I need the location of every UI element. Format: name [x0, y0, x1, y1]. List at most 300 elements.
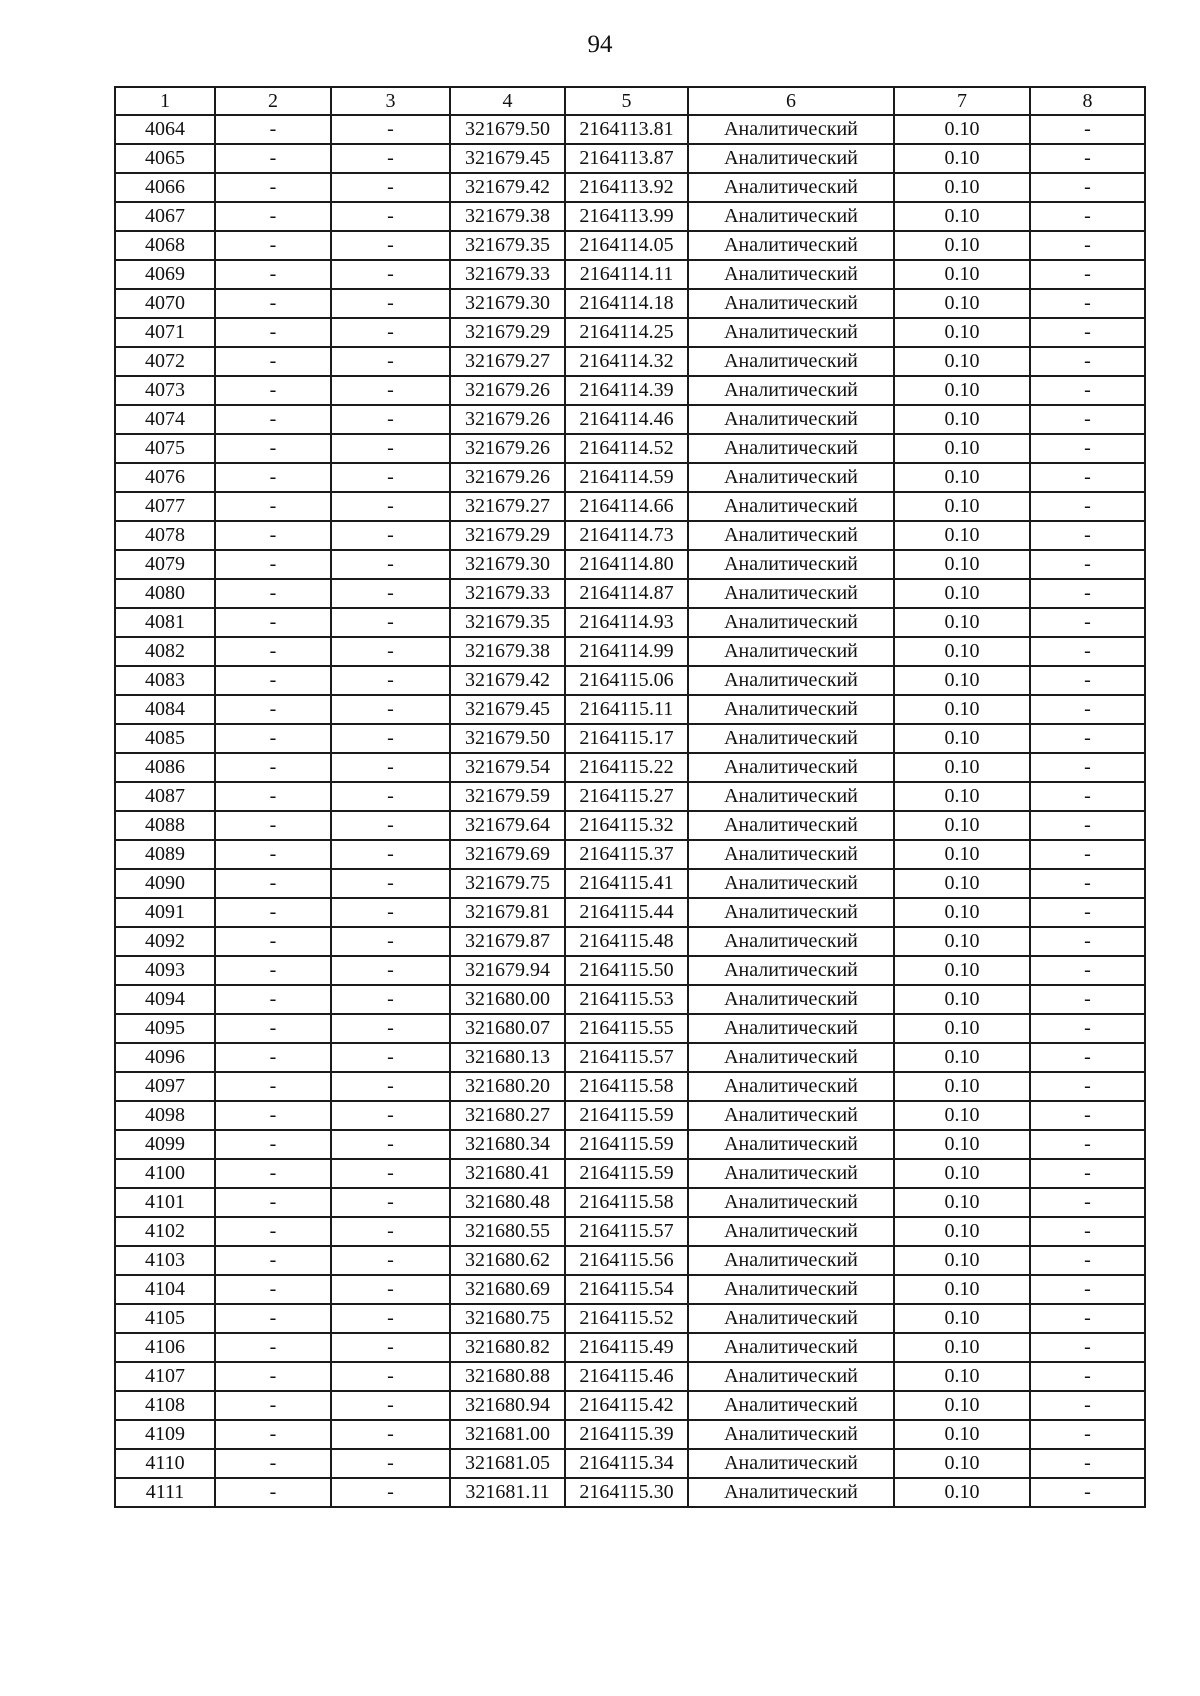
- col-3-cell: -: [331, 724, 450, 753]
- y-coordinate-cell: 2164115.27: [565, 782, 688, 811]
- col-2-cell: -: [215, 1014, 331, 1043]
- x-coordinate-cell: 321680.34: [450, 1130, 565, 1159]
- table-row: [115, 985, 1145, 1014]
- method-cell: Аналитический: [688, 695, 894, 724]
- table-row: [115, 231, 1145, 260]
- point-number-cell: 4106: [115, 1333, 215, 1362]
- accuracy-cell: 0.10: [894, 782, 1030, 811]
- col-8-cell: -: [1030, 405, 1145, 434]
- point-number-cell: 4104: [115, 1275, 215, 1304]
- table-row: [115, 202, 1145, 231]
- x-coordinate-cell: 321680.00: [450, 985, 565, 1014]
- col-8-cell: -: [1030, 289, 1145, 318]
- accuracy-cell: 0.10: [894, 289, 1030, 318]
- table-row: [115, 1188, 1145, 1217]
- accuracy-cell: 0.10: [894, 840, 1030, 869]
- col-3-cell: -: [331, 115, 450, 144]
- col-3-cell: -: [331, 1130, 450, 1159]
- col-2-cell: -: [215, 463, 331, 492]
- y-coordinate-cell: 2164114.39: [565, 376, 688, 405]
- col-3-cell: -: [331, 1304, 450, 1333]
- point-number-cell: 4088: [115, 811, 215, 840]
- method-cell: Аналитический: [688, 637, 894, 666]
- header-col-4: 4: [450, 87, 565, 115]
- header-col-7: 7: [894, 87, 1030, 115]
- x-coordinate-cell: 321679.26: [450, 405, 565, 434]
- accuracy-cell: 0.10: [894, 405, 1030, 434]
- point-number-cell: 4066: [115, 173, 215, 202]
- y-coordinate-cell: 2164115.58: [565, 1072, 688, 1101]
- accuracy-cell: 0.10: [894, 1043, 1030, 1072]
- col-2-cell: -: [215, 753, 331, 782]
- x-coordinate-cell: 321679.26: [450, 434, 565, 463]
- header-col-2: 2: [215, 87, 331, 115]
- method-cell: Аналитический: [688, 463, 894, 492]
- col-8-cell: -: [1030, 260, 1145, 289]
- col-8-cell: -: [1030, 782, 1145, 811]
- col-2-cell: -: [215, 173, 331, 202]
- accuracy-cell: 0.10: [894, 376, 1030, 405]
- table-row: [115, 811, 1145, 840]
- col-3-cell: -: [331, 1420, 450, 1449]
- col-2-cell: -: [215, 434, 331, 463]
- y-coordinate-cell: 2164113.81: [565, 115, 688, 144]
- col-2-cell: -: [215, 405, 331, 434]
- accuracy-cell: 0.10: [894, 753, 1030, 782]
- x-coordinate-cell: 321679.29: [450, 318, 565, 347]
- method-cell: Аналитический: [688, 347, 894, 376]
- y-coordinate-cell: 2164114.52: [565, 434, 688, 463]
- x-coordinate-cell: 321679.94: [450, 956, 565, 985]
- col-2-cell: -: [215, 1217, 331, 1246]
- method-cell: Аналитический: [688, 840, 894, 869]
- header-col-6: 6: [688, 87, 894, 115]
- col-2-cell: -: [215, 1304, 331, 1333]
- col-2-cell: -: [215, 1101, 331, 1130]
- col-2-cell: -: [215, 579, 331, 608]
- table-row: [115, 1072, 1145, 1101]
- method-cell: Аналитический: [688, 1014, 894, 1043]
- accuracy-cell: 0.10: [894, 927, 1030, 956]
- method-cell: Аналитический: [688, 869, 894, 898]
- x-coordinate-cell: 321679.69: [450, 840, 565, 869]
- method-cell: Аналитический: [688, 550, 894, 579]
- y-coordinate-cell: 2164115.59: [565, 1159, 688, 1188]
- y-coordinate-cell: 2164115.59: [565, 1101, 688, 1130]
- col-2-cell: -: [215, 782, 331, 811]
- table-row: [115, 869, 1145, 898]
- method-cell: Аналитический: [688, 173, 894, 202]
- col-2-cell: -: [215, 1275, 331, 1304]
- x-coordinate-cell: 321679.81: [450, 898, 565, 927]
- col-2-cell: -: [215, 1449, 331, 1478]
- point-number-cell: 4092: [115, 927, 215, 956]
- col-3-cell: -: [331, 956, 450, 985]
- point-number-cell: 4094: [115, 985, 215, 1014]
- col-2-cell: -: [215, 1043, 331, 1072]
- method-cell: Аналитический: [688, 521, 894, 550]
- point-number-cell: 4105: [115, 1304, 215, 1333]
- accuracy-cell: 0.10: [894, 637, 1030, 666]
- x-coordinate-cell: 321679.50: [450, 724, 565, 753]
- point-number-cell: 4101: [115, 1188, 215, 1217]
- x-coordinate-cell: 321681.00: [450, 1420, 565, 1449]
- accuracy-cell: 0.10: [894, 1246, 1030, 1275]
- col-8-cell: -: [1030, 1188, 1145, 1217]
- col-3-cell: -: [331, 434, 450, 463]
- accuracy-cell: 0.10: [894, 115, 1030, 144]
- x-coordinate-cell: 321679.33: [450, 260, 565, 289]
- y-coordinate-cell: 2164115.59: [565, 1130, 688, 1159]
- y-coordinate-cell: 2164114.73: [565, 521, 688, 550]
- y-coordinate-cell: 2164115.17: [565, 724, 688, 753]
- col-8-cell: -: [1030, 231, 1145, 260]
- accuracy-cell: 0.10: [894, 521, 1030, 550]
- col-8-cell: -: [1030, 318, 1145, 347]
- x-coordinate-cell: 321679.50: [450, 115, 565, 144]
- col-3-cell: -: [331, 869, 450, 898]
- col-3-cell: -: [331, 666, 450, 695]
- accuracy-cell: 0.10: [894, 608, 1030, 637]
- accuracy-cell: 0.10: [894, 260, 1030, 289]
- point-number-cell: 4087: [115, 782, 215, 811]
- col-8-cell: -: [1030, 1159, 1145, 1188]
- table-row: [115, 144, 1145, 173]
- y-coordinate-cell: 2164114.87: [565, 579, 688, 608]
- x-coordinate-cell: 321679.27: [450, 492, 565, 521]
- col-8-cell: -: [1030, 869, 1145, 898]
- col-2-cell: -: [215, 869, 331, 898]
- point-number-cell: 4077: [115, 492, 215, 521]
- y-coordinate-cell: 2164115.44: [565, 898, 688, 927]
- method-cell: Аналитический: [688, 492, 894, 521]
- col-2-cell: -: [215, 985, 331, 1014]
- col-3-cell: -: [331, 840, 450, 869]
- method-cell: Аналитический: [688, 1391, 894, 1420]
- col-2-cell: -: [215, 1391, 331, 1420]
- y-coordinate-cell: 2164115.41: [565, 869, 688, 898]
- table-row: [115, 1217, 1145, 1246]
- x-coordinate-cell: 321679.45: [450, 695, 565, 724]
- point-number-cell: 4108: [115, 1391, 215, 1420]
- col-8-cell: -: [1030, 1275, 1145, 1304]
- col-8-cell: -: [1030, 347, 1145, 376]
- accuracy-cell: 0.10: [894, 1130, 1030, 1159]
- col-8-cell: -: [1030, 840, 1145, 869]
- col-3-cell: -: [331, 1478, 450, 1507]
- col-2-cell: -: [215, 1420, 331, 1449]
- col-2-cell: -: [215, 318, 331, 347]
- col-8-cell: -: [1030, 144, 1145, 173]
- method-cell: Аналитический: [688, 1420, 894, 1449]
- accuracy-cell: 0.10: [894, 1333, 1030, 1362]
- method-cell: Аналитический: [688, 579, 894, 608]
- y-coordinate-cell: 2164114.25: [565, 318, 688, 347]
- y-coordinate-cell: 2164115.06: [565, 666, 688, 695]
- y-coordinate-cell: 2164115.49: [565, 1333, 688, 1362]
- accuracy-cell: 0.10: [894, 898, 1030, 927]
- table-row: [115, 1159, 1145, 1188]
- col-3-cell: -: [331, 405, 450, 434]
- col-8-cell: -: [1030, 1362, 1145, 1391]
- col-8-cell: -: [1030, 985, 1145, 1014]
- point-number-cell: 4075: [115, 434, 215, 463]
- table-row: [115, 434, 1145, 463]
- x-coordinate-cell: 321679.26: [450, 376, 565, 405]
- col-3-cell: -: [331, 376, 450, 405]
- col-8-cell: -: [1030, 521, 1145, 550]
- col-8-cell: -: [1030, 927, 1145, 956]
- col-8-cell: -: [1030, 956, 1145, 985]
- point-number-cell: 4084: [115, 695, 215, 724]
- point-number-cell: 4111: [115, 1478, 215, 1507]
- col-8-cell: -: [1030, 811, 1145, 840]
- table-row: [115, 666, 1145, 695]
- table-row: [115, 1275, 1145, 1304]
- table-row: [115, 1246, 1145, 1275]
- col-3-cell: -: [331, 173, 450, 202]
- y-coordinate-cell: 2164114.18: [565, 289, 688, 318]
- col-3-cell: -: [331, 289, 450, 318]
- point-number-cell: 4068: [115, 231, 215, 260]
- col-3-cell: -: [331, 1391, 450, 1420]
- col-8-cell: -: [1030, 463, 1145, 492]
- col-8-cell: -: [1030, 202, 1145, 231]
- accuracy-cell: 0.10: [894, 1391, 1030, 1420]
- y-coordinate-cell: 2164115.11: [565, 695, 688, 724]
- method-cell: Аналитический: [688, 376, 894, 405]
- accuracy-cell: 0.10: [894, 579, 1030, 608]
- col-3-cell: -: [331, 463, 450, 492]
- y-coordinate-cell: 2164114.46: [565, 405, 688, 434]
- col-3-cell: -: [331, 695, 450, 724]
- col-3-cell: -: [331, 1333, 450, 1362]
- col-2-cell: -: [215, 202, 331, 231]
- x-coordinate-cell: 321680.88: [450, 1362, 565, 1391]
- point-number-cell: 4070: [115, 289, 215, 318]
- col-2-cell: -: [215, 231, 331, 260]
- method-cell: Аналитический: [688, 231, 894, 260]
- accuracy-cell: 0.10: [894, 1217, 1030, 1246]
- col-2-cell: -: [215, 724, 331, 753]
- x-coordinate-cell: 321680.55: [450, 1217, 565, 1246]
- point-number-cell: 4097: [115, 1072, 215, 1101]
- accuracy-cell: 0.10: [894, 869, 1030, 898]
- col-2-cell: -: [215, 898, 331, 927]
- x-coordinate-cell: 321681.11: [450, 1478, 565, 1507]
- x-coordinate-cell: 321680.62: [450, 1246, 565, 1275]
- y-coordinate-cell: 2164114.05: [565, 231, 688, 260]
- accuracy-cell: 0.10: [894, 347, 1030, 376]
- table-row: [115, 956, 1145, 985]
- col-3-cell: -: [331, 637, 450, 666]
- x-coordinate-cell: 321679.45: [450, 144, 565, 173]
- col-8-cell: -: [1030, 1333, 1145, 1362]
- table-row: [115, 115, 1145, 144]
- accuracy-cell: 0.10: [894, 666, 1030, 695]
- method-cell: Аналитический: [688, 434, 894, 463]
- y-coordinate-cell: 2164115.46: [565, 1362, 688, 1391]
- col-3-cell: -: [331, 1246, 450, 1275]
- table-row: [115, 1420, 1145, 1449]
- point-number-cell: 4064: [115, 115, 215, 144]
- col-2-cell: -: [215, 347, 331, 376]
- col-8-cell: -: [1030, 1449, 1145, 1478]
- table-row: [115, 608, 1145, 637]
- col-3-cell: -: [331, 782, 450, 811]
- accuracy-cell: 0.10: [894, 724, 1030, 753]
- table-row: [115, 1449, 1145, 1478]
- col-8-cell: -: [1030, 1014, 1145, 1043]
- col-3-cell: -: [331, 492, 450, 521]
- col-8-cell: -: [1030, 173, 1145, 202]
- method-cell: Аналитический: [688, 289, 894, 318]
- point-number-cell: 4076: [115, 463, 215, 492]
- table-header-row: [115, 87, 1145, 115]
- y-coordinate-cell: 2164113.99: [565, 202, 688, 231]
- col-2-cell: -: [215, 260, 331, 289]
- point-number-cell: 4095: [115, 1014, 215, 1043]
- table-row: [115, 1043, 1145, 1072]
- point-number-cell: 4093: [115, 956, 215, 985]
- col-8-cell: -: [1030, 666, 1145, 695]
- accuracy-cell: 0.10: [894, 492, 1030, 521]
- x-coordinate-cell: 321679.26: [450, 463, 565, 492]
- method-cell: Аналитический: [688, 1362, 894, 1391]
- x-coordinate-cell: 321679.29: [450, 521, 565, 550]
- method-cell: Аналитический: [688, 666, 894, 695]
- col-2-cell: -: [215, 1478, 331, 1507]
- col-2-cell: -: [215, 1072, 331, 1101]
- table-row: [115, 1130, 1145, 1159]
- x-coordinate-cell: 321680.82: [450, 1333, 565, 1362]
- accuracy-cell: 0.10: [894, 811, 1030, 840]
- point-number-cell: 4096: [115, 1043, 215, 1072]
- point-number-cell: 4083: [115, 666, 215, 695]
- col-8-cell: -: [1030, 1072, 1145, 1101]
- col-8-cell: -: [1030, 1391, 1145, 1420]
- accuracy-cell: 0.10: [894, 1188, 1030, 1217]
- accuracy-cell: 0.10: [894, 550, 1030, 579]
- point-number-cell: 4073: [115, 376, 215, 405]
- table-row: [115, 492, 1145, 521]
- header-col-5: 5: [565, 87, 688, 115]
- table-row: [115, 521, 1145, 550]
- x-coordinate-cell: 321679.35: [450, 608, 565, 637]
- x-coordinate-cell: 321679.54: [450, 753, 565, 782]
- method-cell: Аналитический: [688, 898, 894, 927]
- table-row: [115, 260, 1145, 289]
- y-coordinate-cell: 2164115.56: [565, 1246, 688, 1275]
- x-coordinate-cell: 321679.64: [450, 811, 565, 840]
- col-8-cell: -: [1030, 1304, 1145, 1333]
- col-3-cell: -: [331, 1072, 450, 1101]
- col-8-cell: -: [1030, 434, 1145, 463]
- col-8-cell: -: [1030, 724, 1145, 753]
- col-8-cell: -: [1030, 1043, 1145, 1072]
- point-number-cell: 4086: [115, 753, 215, 782]
- y-coordinate-cell: 2164115.52: [565, 1304, 688, 1333]
- y-coordinate-cell: 2164114.93: [565, 608, 688, 637]
- x-coordinate-cell: 321679.42: [450, 666, 565, 695]
- table-row: [115, 347, 1145, 376]
- accuracy-cell: 0.10: [894, 231, 1030, 260]
- point-number-cell: 4065: [115, 144, 215, 173]
- accuracy-cell: 0.10: [894, 202, 1030, 231]
- table-row: [115, 1014, 1145, 1043]
- x-coordinate-cell: 321679.35: [450, 231, 565, 260]
- table-row: [115, 927, 1145, 956]
- table-row: [115, 753, 1145, 782]
- method-cell: Аналитический: [688, 1333, 894, 1362]
- y-coordinate-cell: 2164115.32: [565, 811, 688, 840]
- table-row: [115, 782, 1145, 811]
- col-2-cell: -: [215, 811, 331, 840]
- method-cell: Аналитический: [688, 1043, 894, 1072]
- point-number-cell: 4082: [115, 637, 215, 666]
- point-number-cell: 4072: [115, 347, 215, 376]
- method-cell: Аналитический: [688, 1304, 894, 1333]
- x-coordinate-cell: 321680.07: [450, 1014, 565, 1043]
- table-row: [115, 695, 1145, 724]
- point-number-cell: 4110: [115, 1449, 215, 1478]
- x-coordinate-cell: 321679.30: [450, 289, 565, 318]
- y-coordinate-cell: 2164115.22: [565, 753, 688, 782]
- table-row: [115, 289, 1145, 318]
- col-2-cell: -: [215, 521, 331, 550]
- point-number-cell: 4080: [115, 579, 215, 608]
- col-8-cell: -: [1030, 898, 1145, 927]
- point-number-cell: 4069: [115, 260, 215, 289]
- col-3-cell: -: [331, 1159, 450, 1188]
- col-8-cell: -: [1030, 1246, 1145, 1275]
- col-3-cell: -: [331, 927, 450, 956]
- y-coordinate-cell: 2164114.99: [565, 637, 688, 666]
- x-coordinate-cell: 321679.30: [450, 550, 565, 579]
- col-2-cell: -: [215, 144, 331, 173]
- col-3-cell: -: [331, 811, 450, 840]
- method-cell: Аналитический: [688, 1130, 894, 1159]
- method-cell: Аналитический: [688, 1246, 894, 1275]
- col-2-cell: -: [215, 666, 331, 695]
- x-coordinate-cell: 321680.94: [450, 1391, 565, 1420]
- table-row: [115, 840, 1145, 869]
- y-coordinate-cell: 2164115.39: [565, 1420, 688, 1449]
- accuracy-cell: 0.10: [894, 173, 1030, 202]
- col-3-cell: -: [331, 1101, 450, 1130]
- col-3-cell: -: [331, 1449, 450, 1478]
- point-number-cell: 4091: [115, 898, 215, 927]
- y-coordinate-cell: 2164114.66: [565, 492, 688, 521]
- point-number-cell: 4074: [115, 405, 215, 434]
- y-coordinate-cell: 2164115.57: [565, 1043, 688, 1072]
- accuracy-cell: 0.10: [894, 1362, 1030, 1391]
- accuracy-cell: 0.10: [894, 1072, 1030, 1101]
- col-3-cell: -: [331, 1217, 450, 1246]
- x-coordinate-cell: 321679.38: [450, 637, 565, 666]
- accuracy-cell: 0.10: [894, 1275, 1030, 1304]
- method-cell: Аналитический: [688, 782, 894, 811]
- col-3-cell: -: [331, 550, 450, 579]
- accuracy-cell: 0.10: [894, 1449, 1030, 1478]
- col-8-cell: -: [1030, 1130, 1145, 1159]
- method-cell: Аналитический: [688, 144, 894, 173]
- point-number-cell: 4099: [115, 1130, 215, 1159]
- point-number-cell: 4085: [115, 724, 215, 753]
- y-coordinate-cell: 2164114.32: [565, 347, 688, 376]
- point-number-cell: 4089: [115, 840, 215, 869]
- x-coordinate-cell: 321679.33: [450, 579, 565, 608]
